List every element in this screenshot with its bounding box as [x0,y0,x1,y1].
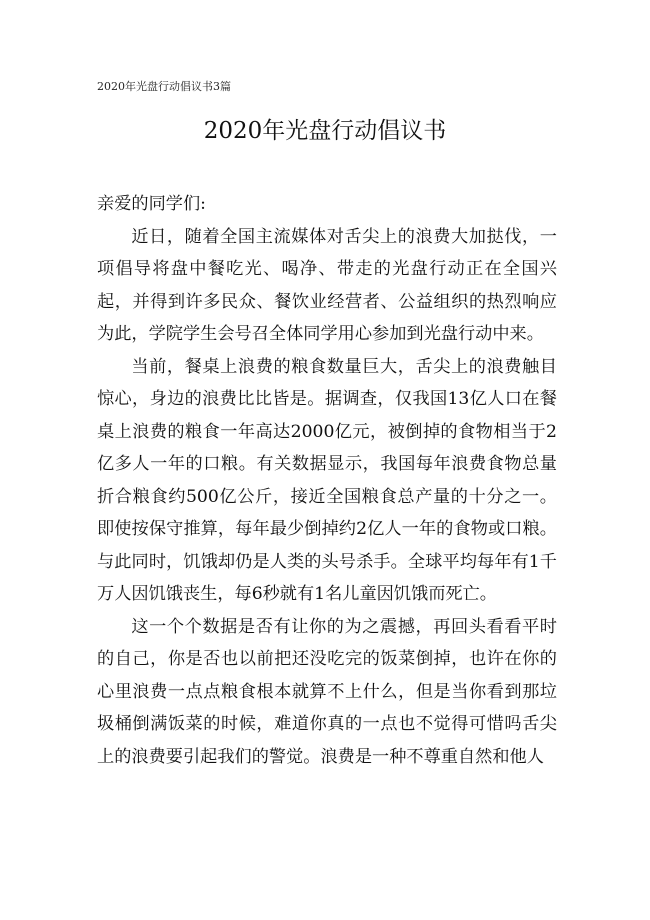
document-title: 2020年光盘行动倡议书 [203,118,447,144]
paragraph-1: 近日，随着全国主流媒体对舌尖上的浪费大加挞伐，一项倡导将盘中餐吃光、喝净、带走的光盘行动正在全国兴起，并得到许多民众、餐饮业经营者、公益组织的热烈响应为此，学院学生会号召全体同学用心参加到光盘行动中来。 [97,226,557,344]
document-body [97,188,557,773]
paragraph-2: 当前，餐桌上浪费的粮食数量巨大，舌尖上的浪费触目惊心，身边的浪费比比皆是。据调查，仅我国13亿人口在餐桌上浪费的粮食一年高达2000亿元，被倒掉的食物相当于2亿多人一年的口粮。有关数据显示，我国每年浪费食物总量折合粮食约500亿公斤，接近全国粮食总产量的十分之一。即使按保守推算，每年最少倒掉约2亿人一年的食物或口粮。与此同时，饥饿却仍是人类的头号杀手。全球平均每年有1千万人因饥饿丧生，每6秒就有1名儿童因饥饿而死亡。 [97,356,557,604]
running-header: 2020年光盘行动倡议书3篇 [97,80,231,93]
paragraph-3: 这一个个数据是否有让你的为之震撼，再回头看看平时的自己，你是否也以前把还没吃完的饭菜倒掉，也许在你的心里浪费一点点粮食根本就算不上什么，但是当你看到那垃圾桶倒满饭菜的时候，难道你真的一点也不觉得可惜吗舌尖上的浪费要引起我们的警觉。浪费是一种不尊重自然和他人 [97,616,557,767]
salutation: 亲爱的同学们: [97,194,206,214]
